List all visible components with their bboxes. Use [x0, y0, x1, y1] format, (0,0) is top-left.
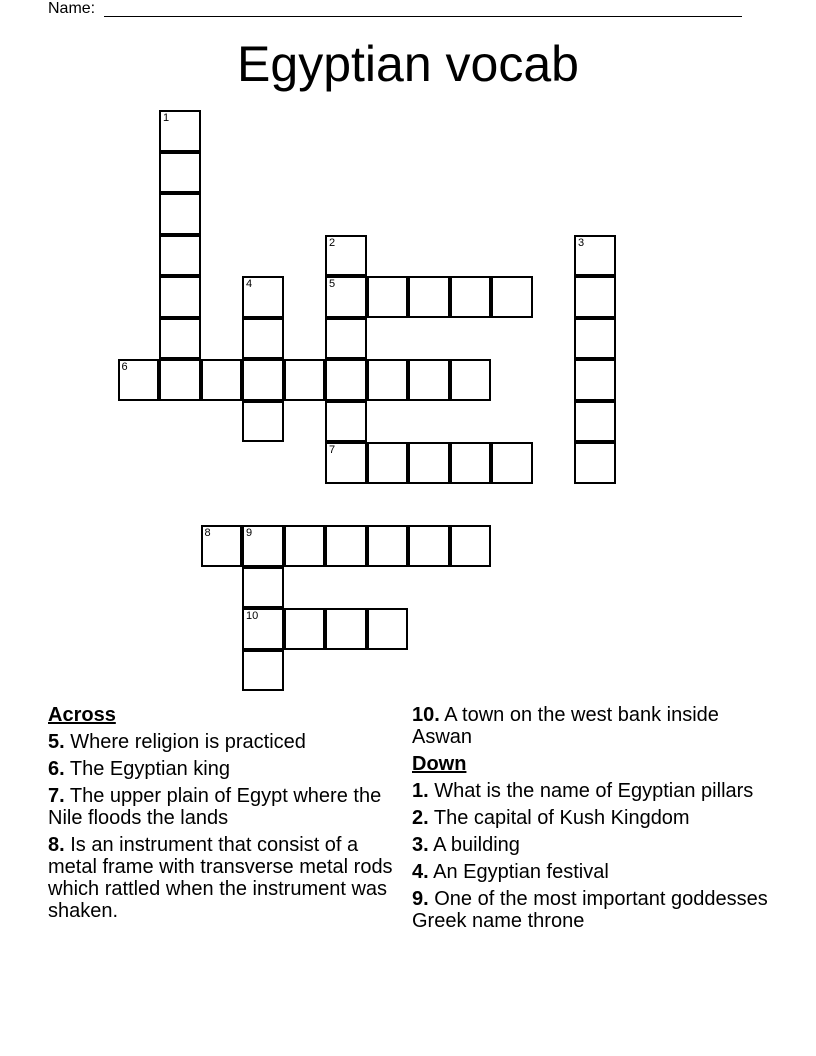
clue-down-9: 9. One of the most important goddesses Greek name throne	[412, 888, 768, 932]
clue-down-3: 3. A building	[412, 834, 520, 856]
grid-cell[interactable]	[491, 442, 533, 484]
clues-column-left	[48, 704, 398, 922]
grid-cell[interactable]	[367, 608, 409, 650]
clue-number: 10	[246, 610, 259, 622]
grid-cell[interactable]	[574, 442, 616, 484]
grid-cell[interactable]	[367, 276, 409, 318]
clues-column-right	[412, 704, 772, 932]
clue-number: 3	[578, 236, 585, 249]
grid-cell[interactable]	[408, 442, 450, 484]
clue-down-4: 4. An Egyptian festival	[412, 861, 609, 883]
grid-cell[interactable]	[159, 359, 201, 401]
grid-cell[interactable]	[242, 318, 284, 360]
clue-down-2: 2. The capital of Kush Kingdom	[412, 807, 690, 829]
grid-cell[interactable]	[284, 525, 326, 567]
clue-across-8: 8. Is an instrument that consist of a metal frame with transverse metal rods which rattled when the instrument was shaken.	[48, 834, 393, 922]
clue-number: 9	[246, 527, 253, 539]
grid-cell[interactable]	[325, 359, 367, 401]
clue-across-7: 7. The upper plain of Egypt where the Nile floods the lands	[48, 785, 382, 829]
clue-down-1: 1. What is the name of Egyptian pillars	[412, 780, 754, 802]
grid-cell[interactable]	[325, 608, 367, 650]
grid-cell[interactable]	[242, 525, 284, 567]
grid-cell[interactable]	[242, 650, 284, 692]
across-heading: Across	[48, 704, 116, 726]
grid-cell[interactable]	[491, 276, 533, 318]
grid-cell[interactable]	[242, 401, 284, 443]
grid-cell[interactable]	[242, 359, 284, 401]
clue-number: 8	[204, 527, 211, 539]
grid-cell[interactable]	[574, 235, 616, 277]
clue-number: 1	[163, 112, 170, 124]
grid-cell[interactable]	[408, 359, 450, 401]
grid-cell[interactable]	[367, 359, 409, 401]
grid-cell[interactable]	[408, 525, 450, 567]
clue-number: 7	[329, 444, 336, 456]
grid-cell[interactable]	[325, 235, 367, 277]
grid-cell[interactable]	[574, 276, 616, 318]
grid-cell[interactable]	[284, 359, 326, 401]
grid-cell[interactable]	[201, 525, 243, 567]
grid-cell[interactable]	[325, 401, 367, 443]
clue-across-6: 6. The Egyptian king	[48, 758, 230, 780]
clue-number: 2	[329, 236, 336, 249]
grid-cell[interactable]	[159, 193, 201, 235]
grid-cell[interactable]	[159, 110, 201, 152]
grid-cell[interactable]	[450, 359, 492, 401]
grid-cell[interactable]	[450, 276, 492, 318]
grid-cell[interactable]	[325, 525, 367, 567]
grid-cell[interactable]	[408, 276, 450, 318]
clue-number: 6	[121, 361, 128, 373]
grid-cell[interactable]	[574, 401, 616, 443]
grid-cell[interactable]	[367, 525, 409, 567]
grid-cell[interactable]	[201, 359, 243, 401]
grid-cell[interactable]	[242, 567, 284, 609]
grid-cell[interactable]	[450, 525, 492, 567]
grid-cell[interactable]	[159, 276, 201, 318]
grid-cell[interactable]	[367, 442, 409, 484]
grid-cell[interactable]	[159, 235, 201, 277]
grid-cell[interactable]	[574, 359, 616, 401]
grid-cell[interactable]	[159, 318, 201, 360]
clue-number: 4	[246, 278, 253, 290]
grid-cell[interactable]	[325, 442, 367, 484]
grid-cell[interactable]	[450, 442, 492, 484]
clue-across-10: 10. A town on the west bank inside Aswan	[412, 704, 719, 748]
name-label: Name:	[48, 0, 96, 17]
grid-cell[interactable]	[242, 276, 284, 318]
grid-cell[interactable]	[574, 318, 616, 360]
grid-cell[interactable]	[325, 276, 367, 318]
grid-cell[interactable]	[284, 608, 326, 650]
grid-cell[interactable]	[242, 608, 284, 650]
clue-across-5: 5. Where religion is practiced	[48, 731, 306, 753]
grid-cell[interactable]	[159, 152, 201, 194]
grid-cell[interactable]	[325, 318, 367, 360]
grid-cell[interactable]	[118, 359, 160, 401]
page-title: Egyptian vocab	[237, 36, 579, 92]
down-heading: Down	[412, 753, 467, 775]
clue-number: 5	[329, 278, 336, 290]
